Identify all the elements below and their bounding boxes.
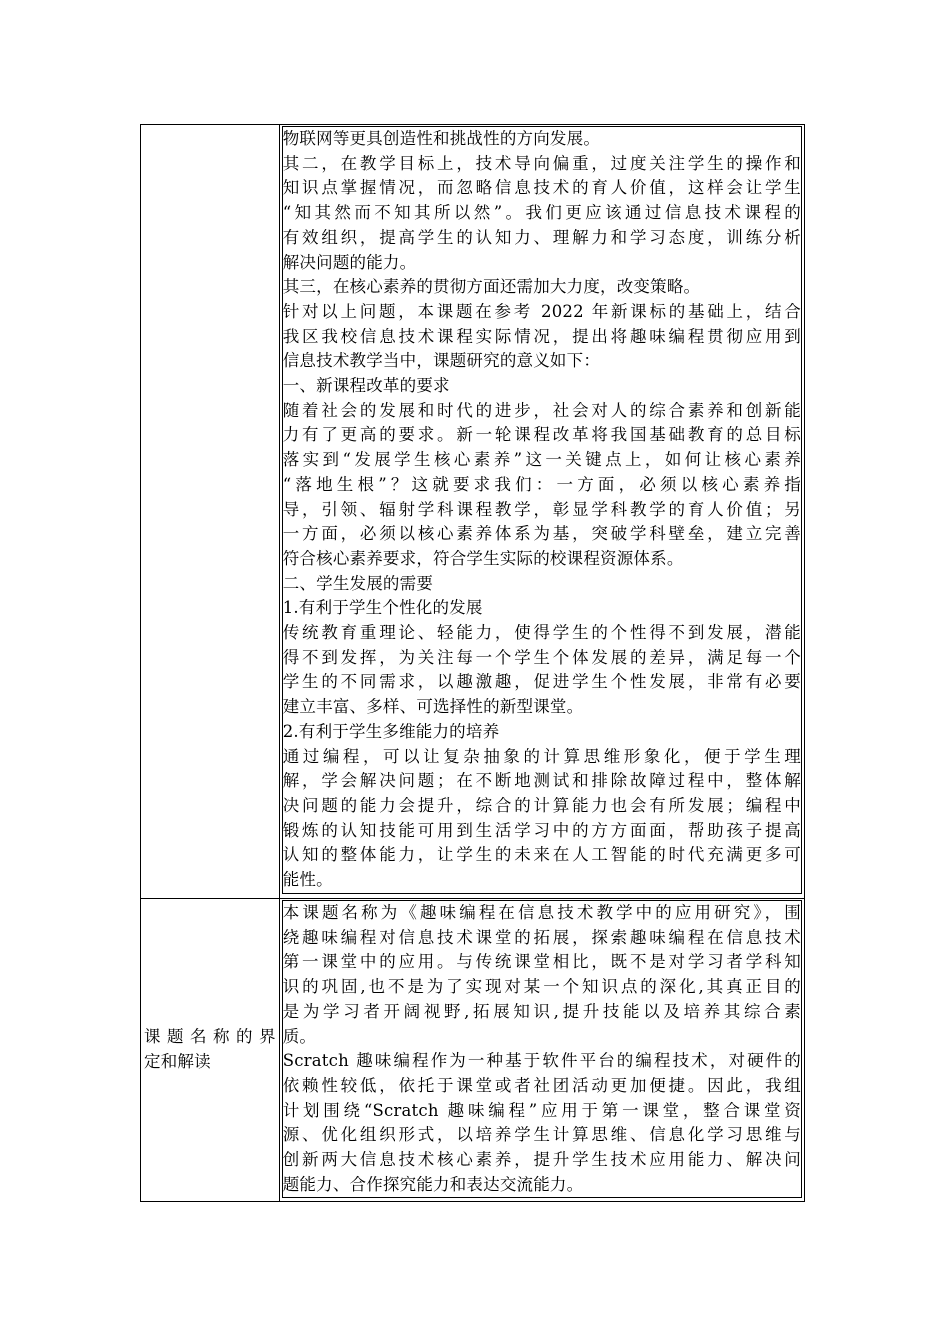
- document-table: [140, 124, 805, 1202]
- table-row: [141, 125, 804, 899]
- text-line: 能性。: [282, 870, 333, 890]
- text-line: 本课题名称为《趣味编程在信息技术教学中的应用研究》，围: [282, 903, 801, 922]
- text-line: 绕趣味编程对信息技术课堂的拓展，探索趣味编程在信息技术: [282, 927, 801, 947]
- text-line: 创新两大信息技术核心素养，提升学生技术应用能力、解决问: [282, 1150, 801, 1170]
- row-label-cell: [141, 125, 280, 899]
- text-line: Scratch 趣味编程作为一种基于软件平台的编程技术，对硬件的: [282, 1051, 801, 1071]
- text-line: “落地生根”？这就要求我们：一方面，必须以核心素养指: [282, 474, 801, 494]
- text-line: 我区我校信息技术课程实际情况，提出将趣味编程贯彻应用到: [282, 326, 801, 346]
- text-line: 决问题的能力会提升，综合的计算能力也会有所发展；编程中: [282, 795, 801, 815]
- text-line: 符合核心素养要求，符合学生实际的校课程资源体系。: [282, 548, 684, 568]
- content-box: [282, 126, 802, 894]
- row-label-cell: [141, 899, 280, 1201]
- text-line: 落实到“发展学生核心素养”这一关键点上，如何让核心素养: [282, 450, 801, 470]
- content-box: [282, 900, 802, 1198]
- table-row: [141, 899, 804, 1201]
- text-line: 认知的整体能力，让学生的未来在人工智能的时代充满更多可: [282, 845, 801, 865]
- text-line: 计划围绕“Scratch 趣味编程”应用于第一课堂，整合课堂资: [282, 1100, 801, 1120]
- text-line: 信息技术教学当中，课题研究的意义如下：: [282, 351, 601, 371]
- text-line: 1.有利于学生个性化的发展: [282, 598, 483, 618]
- text-line: 力有了更高的要求。新一轮课程改革将我国基础教育的总目标: [282, 425, 801, 445]
- text-line: 源、优化组织形式，以培养学生计算思维、信息化学习思维与: [282, 1125, 801, 1145]
- text-line: 2.有利于学生多维能力的培养: [282, 721, 500, 741]
- text-line: 依赖性较低，依托于课堂或者社团活动更加便捷。因此，我组: [282, 1075, 801, 1095]
- text-line: “知其然而不知其所以然”。我们更应该通过信息技术课程的: [282, 203, 801, 223]
- text-line: 二、学生发展的需要: [282, 573, 434, 593]
- text-line: 解决问题的能力。: [282, 252, 417, 272]
- text-line: 锻炼的认知技能可用到生活学习中的方方面面，帮助孩子提高: [282, 820, 801, 840]
- row-label-line: 定和解读: [144, 1052, 211, 1071]
- text-line: 有效组织，提高学生的认知力、理解力和学习态度，训练分析: [282, 227, 801, 247]
- text-line: 题能力、合作探究能力和表达交流能力。: [282, 1174, 584, 1194]
- text-line: 导，引领、辐射学科课程教学，彰显学科教学的育人价值；另: [282, 499, 801, 519]
- text-line: 是为学习者开阔视野,拓展知识,提升技能以及培养其综合素: [282, 1001, 801, 1021]
- text-line: 一方面，必须以核心素养体系为基，突破学科壁垒，建立完善: [282, 524, 801, 544]
- text-line: 针对以上问题，本课题在参考 2022 年新课标的基础上，结合: [282, 301, 801, 321]
- text-line: 一、新课程改革的要求: [282, 376, 450, 396]
- row-content-cell: [280, 899, 804, 1201]
- text-line: 知识点掌握情况，而忽略信息技术的育人价值，这样会让学生: [282, 178, 801, 198]
- text-line: 物联网等更具创造性和挑战性的方向发展。: [282, 129, 601, 148]
- text-line: 识的巩固,也不是为了实现对某一个知识点的深化,其真正目的: [282, 977, 801, 997]
- row-label-line: 课题名称的界: [144, 1027, 276, 1047]
- text-line: 随着社会的发展和时代的进步，社会对人的综合素养和创新能: [282, 400, 801, 420]
- row-content-cell: [280, 125, 804, 899]
- text-line: 得不到发挥，为关注每一个学生个体发展的差异，满足每一个: [282, 647, 801, 667]
- text-line: 传统教育重理论、轻能力，使得学生的个性得不到发展，潜能: [282, 623, 801, 643]
- text-line: 建立丰富、多样、可选择性的新型课堂。: [282, 697, 584, 717]
- text-line: 通过编程，可以让复杂抽象的计算思维形象化，便于学生理: [282, 746, 801, 766]
- text-line: 学生的不同需求，以趣激趣，促进学生个性发展，非常有必要: [282, 672, 801, 692]
- text-line: 其三，在核心素养的贯彻方面还需加大力度，改变策略。: [282, 277, 701, 297]
- text-line: 其二，在教学目标上，技术导向偏重，过度关注学生的操作和: [282, 153, 801, 173]
- text-line: 解，学会解决问题；在不断地测试和排除故障过程中，整体解: [282, 771, 801, 791]
- text-line: 第一课堂中的应用。与传统课堂相比，既不是对学习者学科知: [282, 952, 801, 972]
- text-line: 质。: [282, 1026, 317, 1046]
